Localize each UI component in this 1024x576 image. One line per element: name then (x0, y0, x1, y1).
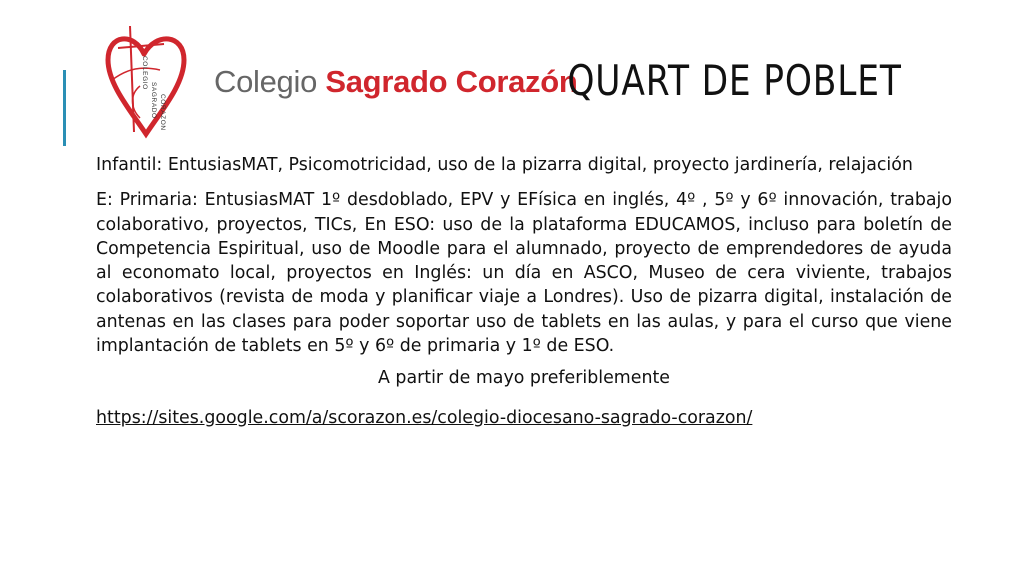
accent-bar (63, 70, 66, 146)
svg-text:SAGRADO: SAGRADO (150, 82, 157, 119)
infantil-paragraph: Infantil: EntusiasMAT, Psicomotricidad, uso de la pizarra digital, proyecto jardinería, relajación (96, 155, 913, 175)
svg-text:CORAZON: CORAZON (159, 94, 166, 131)
website-link-paragraph (96, 406, 952, 430)
availability-note: A partir de mayo preferiblemente (378, 368, 670, 389)
school-logo-wordmark (214, 62, 578, 102)
svg-text:COLEGIO: COLEGIO (141, 56, 148, 90)
primaria-paragraph: E: Primaria: EntusiasMAT 1º desdoblado, EPV y EFísica en inglés, 4º , 5º y 6º innovación, trabajo colaborativo, proyectos, TICs, En ESO: uso de la plataforma EDUCAMOS, incluso para boletín de Competencia Espiritual, uso de Moodle para el alumnado, proyecto de emprendedores de ayuda al economato local, proyectos en Inglés: un día en ASCO, Museo de cera viviente, trabajos colaborativos (revista de moda y planificar viaje a Londres). Uso de pizarra digital, instalación de antenas en las clases para poder soportar uso de tablets en las aulas, y para el curso que viene implantación de tablets en 5º y 6º de primaria y 1º de ESO. (96, 190, 952, 357)
school-website-link[interactable]: https://sites.google.com/a/scorazon.es/colegio-diocesano-sagrado-corazon/ (96, 407, 753, 428)
logo-name-part2: Sagrado Corazón (325, 64, 578, 99)
heart-emblem-icon (100, 22, 190, 140)
slide-title: QUART DE POBLET (567, 56, 902, 105)
logo-name-part1: Colegio (214, 64, 318, 99)
slide-content (96, 153, 952, 430)
